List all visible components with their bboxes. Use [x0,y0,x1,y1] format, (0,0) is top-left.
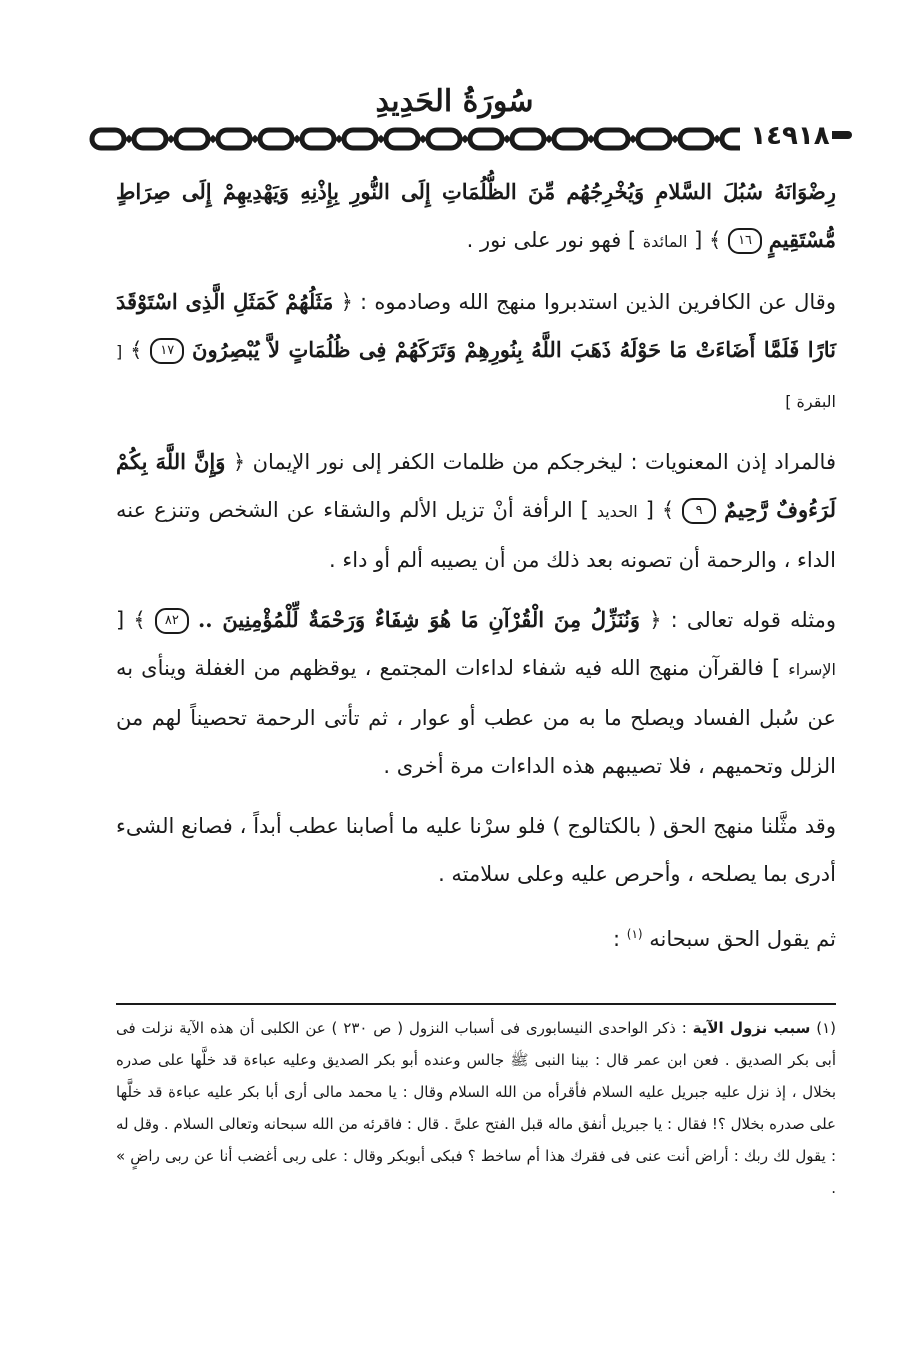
quran-verse: رِضْوَانَهُ سُبُلَ السَّلامِ وَيُخْرِجُهُم مِّنَ الظُّلُمَاتِ إِلَى النُّورِ بِإِذْنِهِ وَيَهْدِيهِمْ إِلَى صِرَاطٍ مُّسْتَقِيمٍ [116,179,836,252]
paragraph [116,802,836,898]
border-link [302,130,334,148]
text-run: ﴾ [130,338,143,362]
surah-reference: المائدة [642,232,688,251]
footnote-text: : ذكر الواحدى النيسابورى فى أسباب النزول ( ص ٢٣٠ ) عن الكلبى أن هذه الآية نزلت فى أبى بكر الصديق . فعن ابن عمر قال : بينا النبى ﷺ جالس وعنده أبو بكر الصديق وعليه عباءة قد خلَّها على صدره بخلال ، إذ نزل عليه جبريل عليه السلام فأقرأه من الله السلام وقال : يا محمد مالى أرى أبا بكر عليه عباءة قد خلَّها على صدره بخلال ؟! فقال : يا جبريل أنفق ماله قبل الفتح علىَّ . قال : فاقرئه من الله سبحانه وتعالى السلام . وقل له : يقول لك ربك : أراض أنت عنى فى فقرك هذا أم ساخط ؟ فبكى أبوبكر وقال : على ربى أغضب أنا عن ربى راضٍ » . [116,1019,836,1197]
footnote-heading: سبب نزول الآية [692,1019,811,1037]
footnote-divider [116,1003,836,1005]
text-run: ﴾ [ [694,228,722,252]
text-run: ﴾ [ [116,608,146,632]
text-run: ﴾ [ [645,498,675,522]
border-link [218,130,250,148]
quran-verse: وَإِنَّ اللَّهَ بِكُمْ لَرَءُوفٌ رَّحِيمٌ [116,449,836,522]
footnote-marker: (١) [816,1019,836,1037]
border-link [386,130,418,148]
text-run: وقال عن الكافرين الذين استدبروا منهج الله وصادموه : ﴿ [340,290,836,314]
text-run: ومثله قوله تعالى : ﴿ [649,608,836,632]
paragraph [116,168,836,266]
border-link [512,130,544,148]
surah-reference: الإسراء [788,660,836,679]
border-link [596,130,628,148]
text-run: ] فهو نور على نور . [466,228,637,252]
border-link [638,130,670,148]
surah-title: سُورَةُ الحَدِيدِ [375,84,534,119]
paragraph [116,438,836,584]
paragraph [116,910,836,963]
surah-reference: [ البقرة ] [116,342,836,411]
main-text [116,168,836,975]
border-link [680,130,712,148]
verse-number: ١٧ [150,338,184,364]
quran-verse: وَنُنَزِّلُ مِنَ الْقُرْآنِ مَا هُوَ شِفَاءٌ وَرَحْمَةٌ لِّلْمُؤْمِنِينَ .. [198,607,641,632]
decorative-border [88,124,834,154]
border-link [344,130,376,148]
quran-verse: مَثَلُهُمْ كَمَثَلِ الَّذِى اسْتَوْقَدَ نَارًا فَلَمَّا أَضَاءَتْ مَا حَوْلَهُ ذَهَبَ اللَّهُ بِنُورِهِمْ وَتَرَكَهُمْ فِى ظُلُمَاتٍ لاَّ يُبْصِرُونَ [116,289,836,362]
verse-number: ٨٢ [155,608,189,634]
text-run: : [613,927,621,951]
paragraph [116,596,836,790]
border-link [134,130,166,148]
paragraph [116,278,836,426]
border-link [260,130,292,148]
text-run: ثم يقول الحق سبحانه [649,927,836,951]
footnote-ref: (١) [626,927,643,941]
text-run: فالمراد إذن المعنويات : ليخرجكم من ظلمات الكفر إلى نور الإيمان ﴿ [232,450,836,474]
surah-reference: الحديد [596,502,638,521]
text-run: ] الرأفة أنْ تزيل الألم والشقاء عن الشخص وتنزع عنه الداء ، والرحمة أن تصونه بعد ذلك من أن يصيبه ألم أو داء . [116,498,836,572]
border-link [428,130,460,148]
border-link [470,130,502,148]
border-link [176,130,208,148]
border-link [92,130,124,148]
text-run: وقد مثَّلنا منهج الحق ( بالكتالوج ) فلو سرْنا عليه ما أصابنا عطب أبداً ، فصانع الشىء أدرى بما يصلحه ، وأحرص عليه وعلى سلامته . [116,814,836,886]
page-number: ١٤٩١٨ [740,118,840,154]
text-run: ] فالقرآن منهج الله فيه شفاء لداءات المجتمع ، يوقظهم من الغفلة وينأى به عن سُبل الفساد ويصلح ما به من عطب أو عوار ، ثم تأتى الرحمة تحصيناً لهم من الزلل وتحميهم ، فلا تصيبهم هذه الداءات مرة أخرى . [116,656,836,778]
border-link [554,130,586,148]
footnote [116,1012,836,1204]
verse-number: ١٦ [728,228,762,254]
verse-number: ٩ [682,498,716,524]
